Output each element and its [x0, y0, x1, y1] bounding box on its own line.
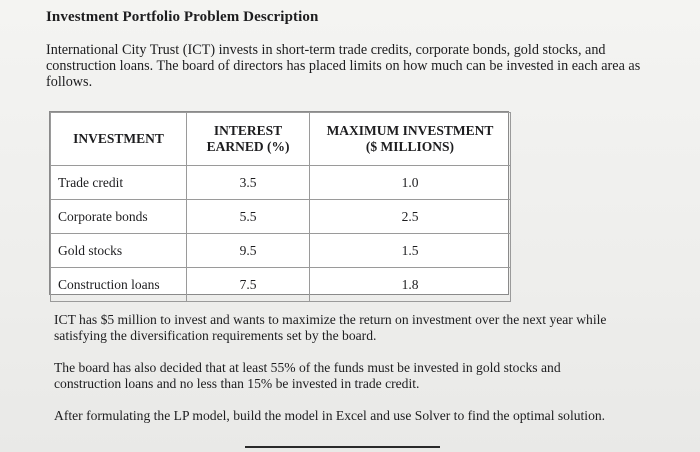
row-name: Corporate bonds: [51, 200, 187, 234]
page-title: Investment Portfolio Problem Description: [46, 9, 319, 25]
row-interest: 3.5: [187, 166, 310, 200]
row-name: Construction loans: [51, 268, 187, 302]
investment-table: [49, 111, 509, 295]
row-max: 1.0: [310, 166, 511, 200]
header-max-investment: MAXIMUM INVESTMENT ($ MILLIONS): [310, 113, 511, 166]
table-row: [51, 234, 511, 268]
row-max: 2.5: [310, 200, 511, 234]
table-row: [51, 268, 511, 302]
divider-line: [245, 446, 440, 448]
row-name: Trade credit: [51, 166, 187, 200]
board-constraint-paragraph: The board has also decided that at least 55% of the funds must be invested in gold stocks and construction loans and no less than 15% be invested in trade credit.: [54, 360, 561, 391]
budget-paragraph: ICT has $5 million to invest and wants to maximize the return on investment over the next year while satisfying the diversification requirements set by the board.: [54, 312, 607, 343]
row-max: 1.8: [310, 268, 511, 302]
instruction-paragraph: After formulating the LP model, build the model in Excel and use Solver to find the optimal solution.: [54, 408, 606, 423]
row-interest: 9.5: [187, 234, 310, 268]
row-max: 1.5: [310, 234, 511, 268]
row-interest: 5.5: [187, 200, 310, 234]
row-name: Gold stocks: [51, 234, 187, 268]
header-interest: INTEREST EARNED (%): [187, 113, 310, 166]
intro-paragraph: International City Trust (ICT) invests in short-term trade credits, corporate bonds, gold stocks, and construction loans. The board of directors has placed limits on how much can be invested in each area as follows.: [46, 42, 641, 90]
header-investment: INVESTMENT: [51, 113, 187, 166]
table-row: [51, 200, 511, 234]
table-header-row: [51, 113, 511, 166]
row-interest: 7.5: [187, 268, 310, 302]
table-row: [51, 166, 511, 200]
